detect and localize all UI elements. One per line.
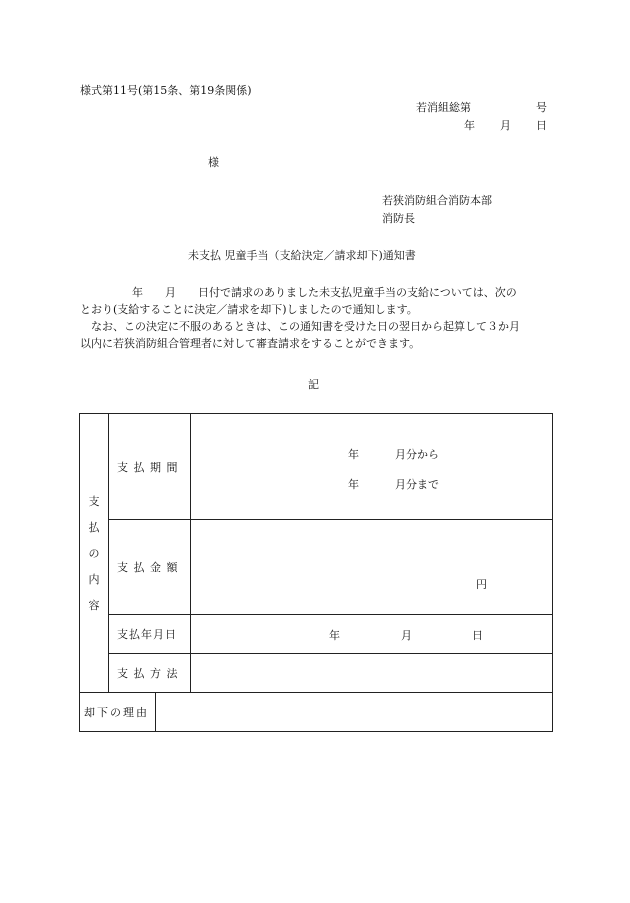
body-para1-line1: 年 月 日付で請求のありました未支払児童手当の支給については、次の [132, 286, 517, 299]
form-number: 様式第11号(第15条、第19条関係) [80, 84, 252, 97]
rejection-reason-value-cell[interactable] [156, 693, 553, 732]
doc-number-prefix: 若消組総第 [416, 101, 471, 114]
payment-date-month: 月 [401, 629, 412, 642]
group-label-char: 内 [88, 572, 100, 586]
payment-date-value-cell[interactable] [191, 615, 553, 654]
date-day: 日 [536, 119, 547, 132]
group-label-char: 払 [88, 520, 100, 534]
sender-org: 若狭消防組合消防本部 [382, 194, 492, 207]
addressee-suffix: 様 [208, 156, 219, 169]
payment-method-value-cell[interactable] [191, 654, 553, 693]
payment-method-label: 支 払 方 法 [109, 654, 191, 693]
body-para1-line2: とおり(支給することに決定／請求を却下)しましたので通知します。 [80, 303, 418, 316]
group-label-char: の [88, 546, 100, 560]
payment-details-table [79, 413, 553, 732]
payment-date-day: 日 [472, 629, 483, 642]
body-text [80, 284, 550, 352]
group-label-char: 支 [88, 494, 100, 508]
date-month: 月 [500, 119, 511, 132]
rejection-reason-label: 却下の理由 [80, 693, 156, 732]
sender-title: 消防長 [382, 212, 415, 225]
period-label: 支 払 期 間 [109, 414, 191, 520]
body-para2-line2: 以内に若狭消防組合管理者に対して審査請求をすることができます。 [80, 337, 421, 350]
amount-unit: 円 [476, 578, 487, 591]
date-year: 年 [464, 119, 475, 132]
amount-value-cell[interactable] [191, 520, 553, 615]
doc-number-suffix: 号 [536, 101, 547, 114]
period-from-month: 月分から [395, 448, 439, 461]
payment-content-group-label [80, 414, 109, 693]
amount-label: 支 払 金 額 [109, 520, 191, 615]
payment-date-label: 支払年月日 [109, 615, 191, 654]
period-to-year: 年 [348, 478, 359, 491]
period-to-month: 月分まで [395, 478, 439, 491]
payment-date-year: 年 [329, 629, 340, 642]
document-title: 未支払 児童手当（支給決定／請求却下)通知書 [188, 249, 416, 262]
period-from-year: 年 [348, 448, 359, 461]
ki-label: 記 [308, 378, 319, 391]
period-value-cell[interactable] [191, 414, 553, 520]
body-para2-line1: なお、この決定に不服のあるときは、この通知書を受けた日の翌日から起算して３か月 [91, 320, 520, 333]
group-label-char: 容 [88, 598, 100, 612]
